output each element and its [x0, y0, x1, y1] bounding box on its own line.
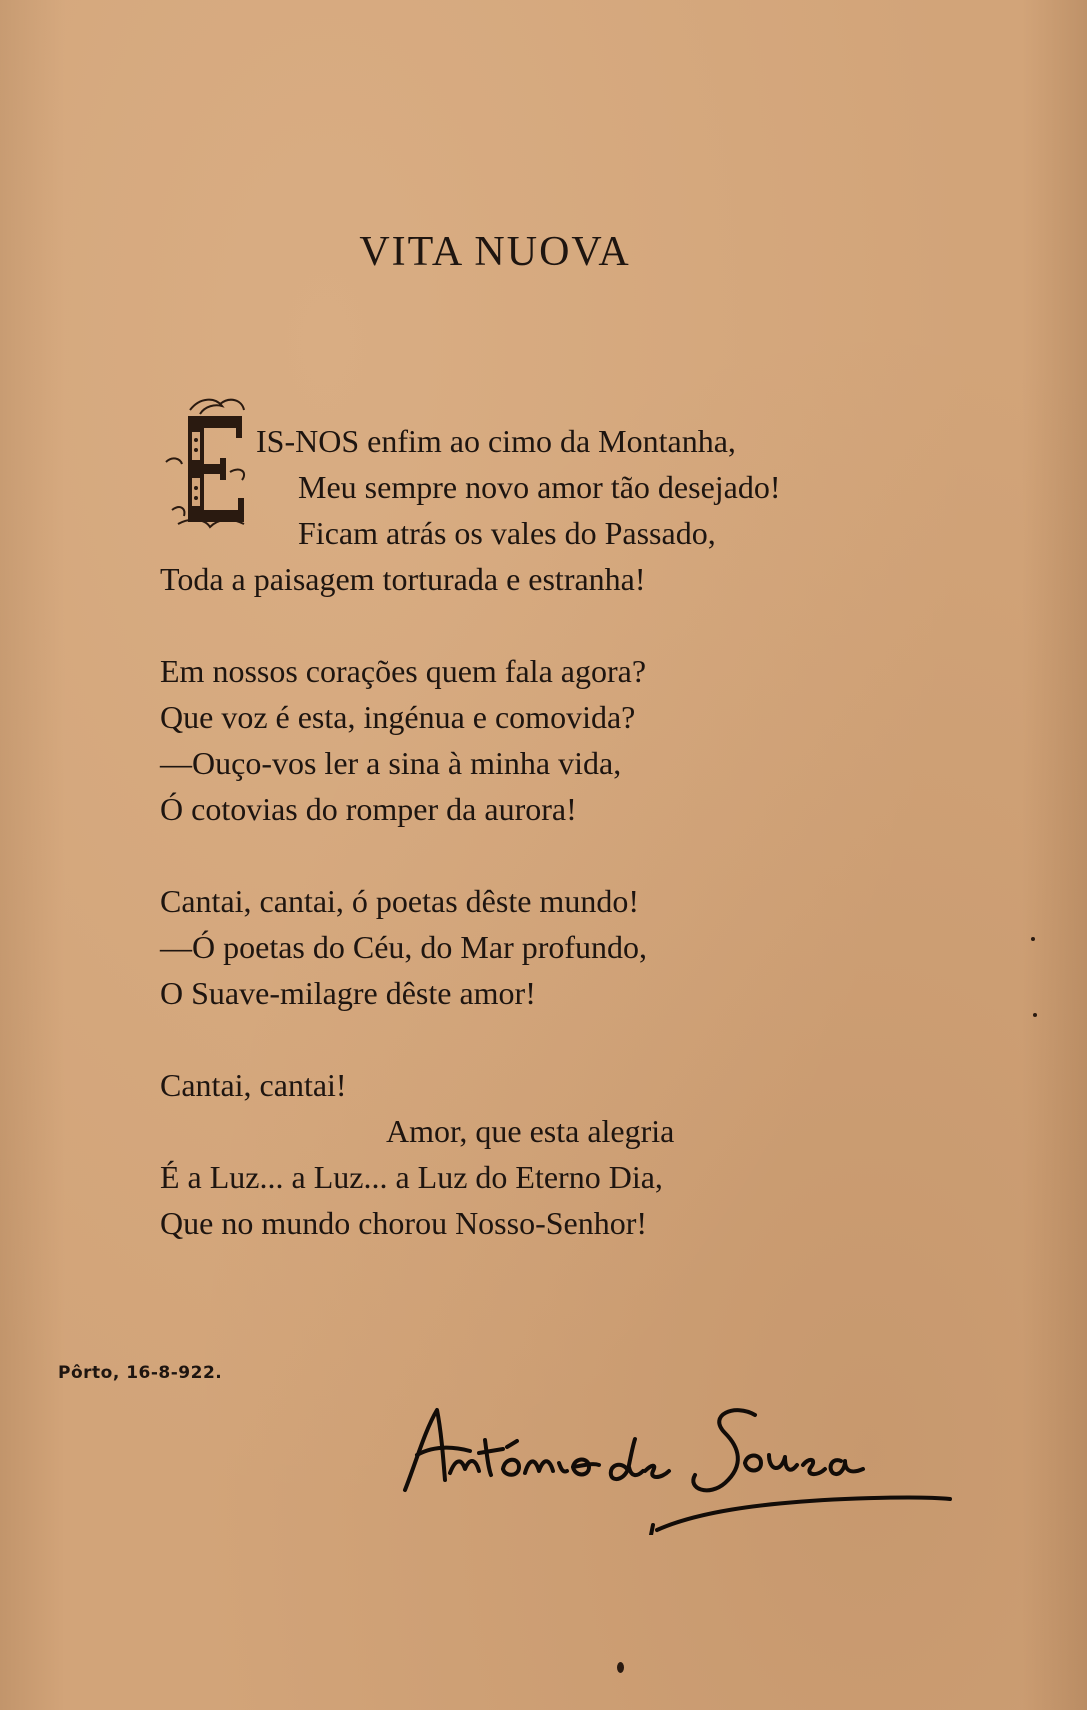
handwritten-signature	[395, 1385, 955, 1535]
verse-line: —Ouço-vos ler a sina à minha vida,	[160, 745, 622, 781]
verse-line: É a Luz... a Luz... a Luz do Eterno Dia,	[160, 1159, 663, 1195]
stanza-1	[160, 418, 960, 602]
verse-line: Amor, que esta alegria	[386, 1113, 675, 1149]
stanza-4	[160, 1062, 960, 1246]
verse-line: Que voz é esta, ingénua e comovida?	[160, 699, 636, 735]
poem-body	[160, 418, 960, 1292]
verse-line: Em nossos corações quem fala agora?	[160, 653, 647, 689]
paper-speck	[1033, 1013, 1037, 1017]
stanza-2	[160, 648, 960, 832]
verse-line: O Suave-milagre dêste amor!	[160, 975, 536, 1011]
verse-line: Ficam atrás os vales do Passado,	[298, 515, 716, 551]
verse-line: Meu sempre novo amor tão desejado!	[298, 469, 781, 505]
paper-speck	[1031, 937, 1035, 941]
place-date: Pôrto, 16-8-922.	[58, 1363, 223, 1383]
verse-line: Toda a paisagem torturada e estranha!	[160, 561, 646, 597]
poem-title: VITA NUOVA	[359, 229, 631, 275]
paper-speck	[617, 1662, 624, 1673]
verse-line: IS-NOS enfim ao cimo da Montanha,	[256, 423, 736, 459]
verse-line: Cantai, cantai!	[160, 1067, 347, 1103]
verse-line: Ó cotovias do romper da aurora!	[160, 791, 577, 827]
verse-line: Que no mundo chorou Nosso-Senhor!	[160, 1205, 648, 1241]
verse-line: —Ó poetas do Céu, do Mar profundo,	[160, 929, 648, 965]
stanza-3	[160, 878, 960, 1016]
verse-line: Cantai, cantai, ó poetas dêste mundo!	[160, 883, 639, 919]
